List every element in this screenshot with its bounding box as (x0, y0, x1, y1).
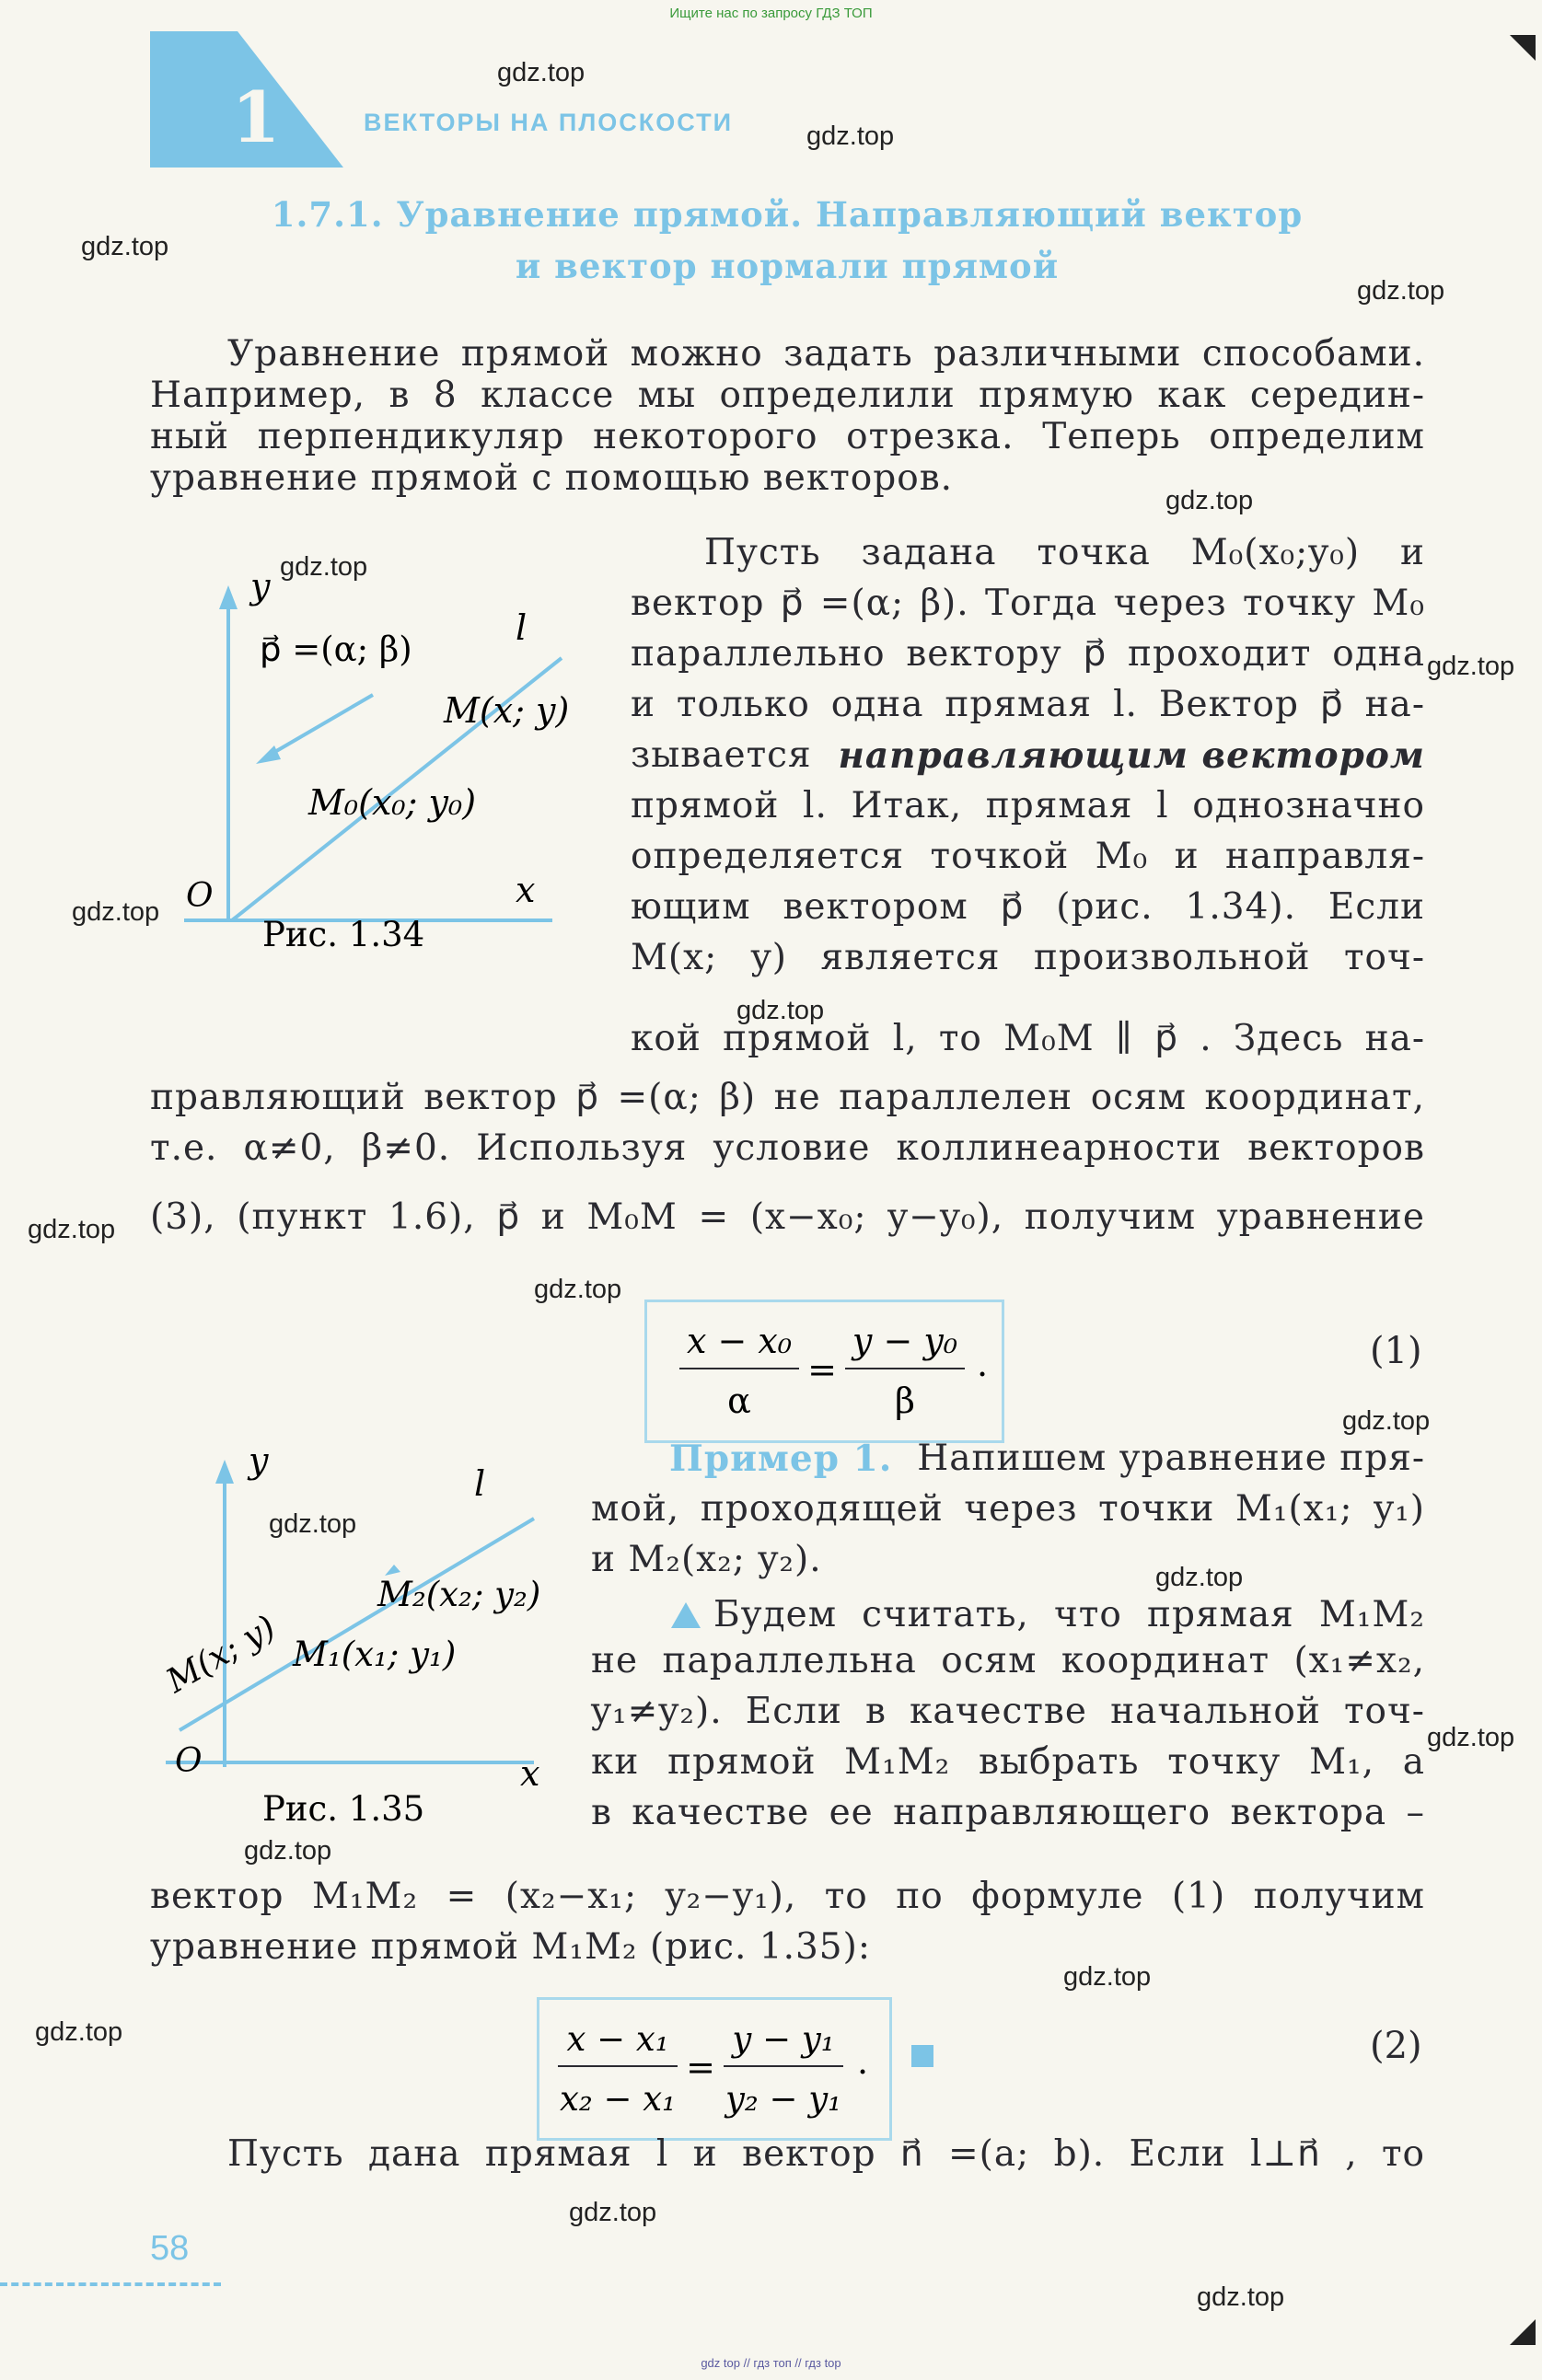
figure-caption: Рис. 1.34 (262, 915, 425, 954)
watermark: gdz.top (569, 2198, 657, 2227)
solution-start-icon (669, 1600, 702, 1630)
watermark: gdz.top (244, 1836, 332, 1866)
text-line (591, 1589, 1425, 1640)
equation-1-box (644, 1300, 1004, 1443)
origin-label: O (175, 1742, 203, 1780)
text-line: и M₂(x₂; y₂). (591, 1539, 822, 1580)
term-direction-vector: направляющим вектором (838, 734, 1425, 777)
paragraph-continuation (150, 1077, 1425, 1247)
text-line: вектор M₁M₂ = (x₂−x₁; y₂−y₁), то по формуле (1) получим (150, 1876, 1425, 1917)
text-line: т.е. α≠0, β≠0. Используя условие коллинеарности векторов (150, 1127, 1425, 1169)
chapter-badge (150, 31, 343, 168)
eq1-period: . (977, 1344, 989, 1384)
chapter-title: ВЕКТОРЫ НА ПЛОСКОСТИ (364, 109, 733, 136)
line-m1m2 (180, 1519, 534, 1730)
text-line: уравнение прямой M₁M₂ (рис. 1.35): (150, 1926, 871, 1968)
text-line (591, 1438, 1425, 1488)
eq1-num-right: y − y₀ (852, 1321, 958, 1361)
figure-1-34 (147, 552, 626, 957)
text-line: Пусть дана прямая l и вектор n⃗ =(a; b). Если l⊥n⃗ , то (227, 2133, 1425, 2175)
equation-2-box (537, 1997, 892, 2141)
line-label: l (474, 1463, 486, 1504)
watermark: gdz.top (28, 1215, 116, 1244)
point-m-label: M(x; y) (444, 690, 570, 731)
vector-p (267, 695, 373, 757)
paragraph-definition (631, 532, 1425, 1069)
eq2-den-right: y₂ − y₁ (725, 2079, 841, 2119)
vector-p-arrow (256, 745, 281, 764)
text-line: Например, в 8 классе мы определили прямую как середин- (150, 375, 1425, 416)
example-1 (591, 1438, 1425, 1843)
paragraph-example-conclusion (150, 1876, 1425, 1977)
equation-1-number: (1) (1370, 1330, 1422, 1372)
origin-label: O (186, 877, 214, 915)
text-line: (3), (пункт 1.6), p⃗ и M₀M = (x−x₀; y−y₀), получим уравнение (150, 1196, 1425, 1238)
eq1-den-right: β (895, 1381, 915, 1421)
figure-caption: Рис. 1.35 (262, 1789, 425, 1822)
chapter-number: 1 (231, 76, 281, 158)
example-label: Пример 1. (669, 1438, 893, 1480)
end-of-solution-icon (911, 2045, 933, 2067)
section-title-line: и вектор нормали прямой (515, 246, 1060, 286)
watermark: gdz.top (1357, 276, 1445, 306)
point-m2-label: M₂(x₂; y₂) (377, 1575, 541, 1614)
eq2-equals: = (686, 2047, 715, 2087)
watermark: gdz.top (736, 996, 825, 1025)
equation-2-number: (2) (1370, 2025, 1422, 2067)
text-line: мой, проходящей через точки M₁(x₁; y₁) (591, 1488, 1425, 1530)
y-axis-arrow (219, 585, 238, 609)
text-line: Уравнение прямой можно задать различными способами. (227, 333, 1425, 375)
watermark: gdz.top (35, 2017, 123, 2047)
text-line: кой прямой l, то M₀M ∥ p⃗ . Здесь на- (631, 1018, 1425, 1059)
section-title-line: 1.7.1. Уравнение прямой. Направляющий вектор (271, 194, 1304, 235)
page-number: 58 (150, 2229, 190, 2268)
text-line: и только одна прямая l. Вектор p⃗ на- (631, 684, 1425, 725)
watermark: gdz.top (806, 121, 895, 151)
text-line (631, 734, 1425, 785)
page-corner-mark (1510, 35, 1536, 61)
eq1-den-left: α (727, 1381, 751, 1421)
page-corner-mark (1510, 2319, 1536, 2345)
text-fragment: Будем считать, что прямая M₁M₂ (713, 1594, 1425, 1635)
eq2-num-left: x − x₁ (566, 2019, 669, 2059)
eq1-num-left: x − x₀ (686, 1321, 793, 1361)
text-line: ный перпендикуляр некоторого отрезка. Теперь определим (150, 416, 1425, 457)
text-line: ющим вектором p⃗ (рис. 1.34). Если (631, 886, 1425, 928)
text-line: уравнение прямой с помощью векторов. (150, 457, 954, 499)
point-m-label: M(x; y) (160, 1608, 283, 1701)
y-label: y (250, 566, 271, 607)
text-line: правляющий вектор p⃗ =(α; β) не параллелен осям координат, (150, 1077, 1425, 1118)
text-line: M(x; y) является произвольной точ- (631, 937, 1425, 978)
top-note: Ищите нас по запросу ГДЗ ТОП (669, 6, 873, 21)
text-fragment: Напишем уравнение пря- (917, 1438, 1425, 1479)
text-line: Пусть задана точка M₀(x₀;y₀) и (704, 532, 1425, 573)
text-line: прямой l. Итак, прямая l однозначно (631, 785, 1425, 826)
eq1-equals: = (807, 1349, 837, 1390)
watermark: gdz.top (534, 1275, 622, 1304)
bottom-note: gdz top // гдз топ // гдз top (701, 2356, 841, 2370)
watermark: gdz.top (1342, 1406, 1431, 1436)
watermark: gdz.top (81, 232, 169, 261)
footer-divider (0, 2282, 221, 2286)
text-line: y₁≠y₂). Если в качестве начальной точ- (591, 1691, 1425, 1732)
watermark: gdz.top (1427, 1723, 1515, 1752)
eq2-num-right: y − y₁ (732, 2019, 835, 2059)
text-fragment: зывается (631, 734, 812, 776)
vector-label: p⃗ =(α; β) (260, 630, 412, 669)
watermark: gdz.top (497, 58, 585, 87)
text-line: определяется точкой M₀ и направля- (631, 836, 1425, 877)
text-line: в качестве ее направляющего вектора – (591, 1792, 1425, 1833)
watermark: gdz.top (72, 897, 160, 927)
eq2-den-left: x₂ − x₁ (560, 2079, 676, 2119)
line-label: l (516, 607, 528, 648)
x-label: x (520, 1753, 540, 1794)
watermark: gdz.top (1155, 1563, 1244, 1592)
y-label: y (249, 1440, 269, 1481)
text-line: не параллельна осям координат (x₁≠x₂, (591, 1640, 1425, 1681)
watermark: gdz.top (1197, 2282, 1285, 2312)
paragraph-normal-vector (150, 2133, 1425, 2175)
y-axis-arrow (215, 1460, 234, 1484)
watermark: gdz.top (269, 1509, 357, 1539)
point-m1-label: M₁(x₁; y₁) (293, 1635, 457, 1674)
point-m0-label: M₀(x₀; y₀) (308, 782, 477, 823)
watermark: gdz.top (280, 552, 368, 582)
x-label: x (516, 870, 536, 910)
watermark: gdz.top (1427, 652, 1515, 681)
watermark: gdz.top (1063, 1962, 1152, 1992)
eq2-period: . (857, 2041, 869, 2082)
text-line: вектор p⃗ =(α; β). Тогда через точку M₀ (631, 583, 1425, 624)
figure-1-35 (147, 1436, 580, 1822)
paragraph-intro (150, 333, 1425, 499)
watermark: gdz.top (1165, 486, 1254, 515)
text-line: ки прямой M₁M₂ выбрать точку M₁, а (591, 1741, 1425, 1783)
text-line: параллельно вектору p⃗ проходит одна (631, 633, 1425, 675)
section-title (239, 189, 1335, 292)
